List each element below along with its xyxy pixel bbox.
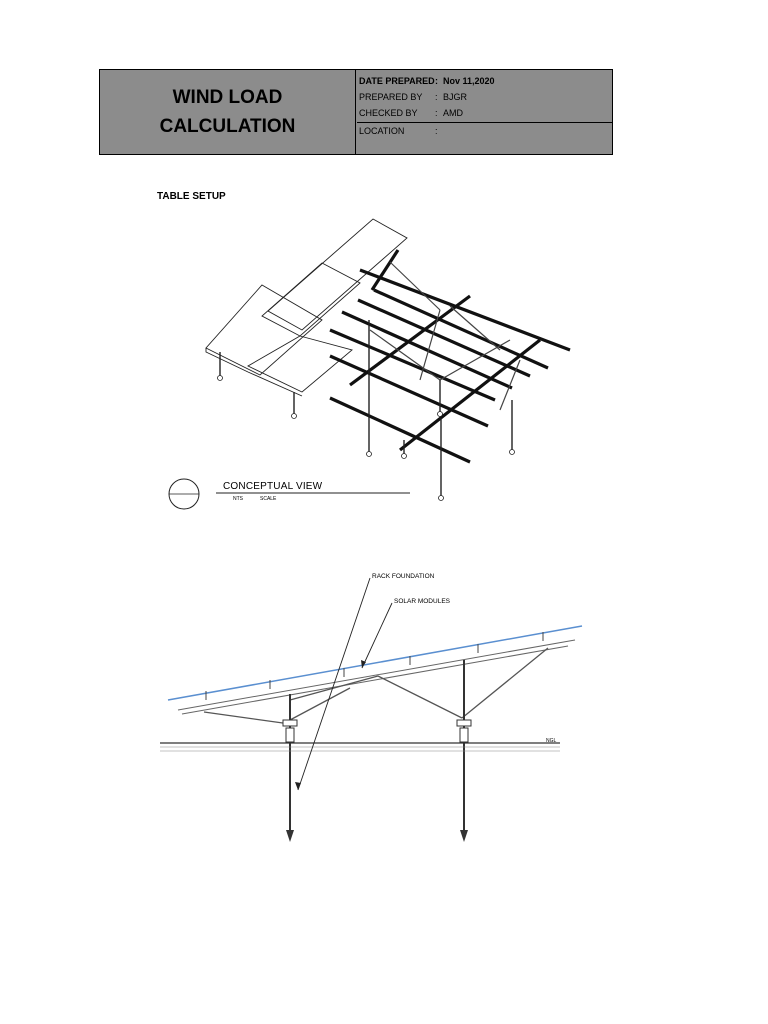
post-collars: [283, 720, 471, 742]
prepared-by-sep: :: [435, 92, 438, 102]
date-prepared-sep: :: [435, 76, 438, 86]
rail-bottom: [182, 646, 568, 714]
location-sep: :: [435, 126, 438, 136]
date-prepared-value: Nov 11,2020: [443, 76, 495, 86]
checked-by-label: CHECKED BY: [359, 108, 418, 118]
modules-leader: [362, 603, 392, 668]
title-line-2: CALCULATION: [159, 116, 296, 137]
struts: [204, 648, 548, 724]
rack-leader: [298, 578, 370, 790]
pile-tip-right: [460, 830, 468, 842]
prepared-by-label: PREPARED BY: [359, 92, 423, 102]
solar-module-line: [168, 626, 582, 700]
location-label: LOCATION: [359, 126, 405, 136]
rack-arrow: [295, 782, 301, 790]
checked-by-sep: :: [435, 108, 438, 118]
ground-hatch: [160, 747, 560, 751]
pile-tip-left: [286, 830, 294, 842]
scale-label: SCALE: [260, 496, 277, 502]
section-title: TABLE SETUP: [157, 191, 226, 202]
date-prepared-label: DATE PREPARED: [359, 76, 435, 86]
checked-by-value: AMD: [443, 108, 463, 118]
conceptual-view-title: CONCEPTUAL VIEW: [223, 481, 323, 492]
prepared-by-value: BJGR: [443, 92, 468, 102]
rack-foundation-callout: RACK FOUNDATION: [372, 573, 435, 580]
solar-modules-callout: SOLAR MODULES: [394, 598, 450, 605]
ground-level-label: NGL: [546, 738, 557, 744]
title-line-1: WIND LOAD: [172, 87, 283, 108]
nts-label: NTS: [233, 496, 243, 502]
